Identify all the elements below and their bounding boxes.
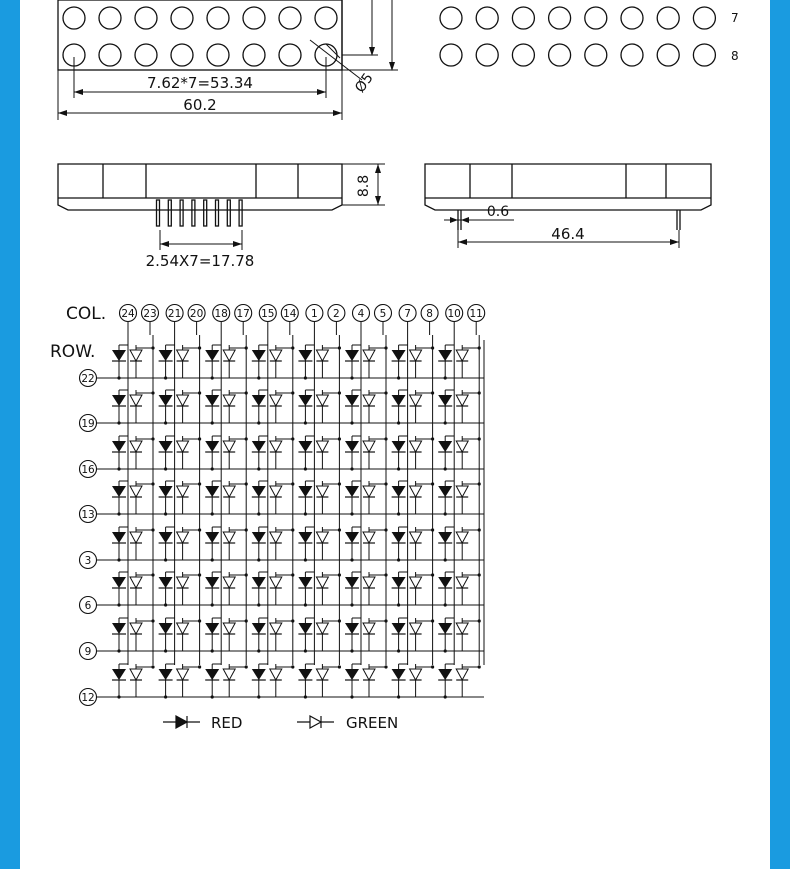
back-dot	[585, 7, 607, 29]
red-led-icon	[345, 395, 359, 406]
legend	[163, 716, 334, 728]
red-led-icon	[438, 577, 452, 588]
pin-offset-dimension: 0.6	[486, 204, 510, 220]
green-led-icon	[410, 350, 422, 361]
green-led-icon	[130, 532, 142, 543]
pin-pitch-dimension: 2.54X7=17.78	[145, 252, 255, 270]
red-led-icon	[112, 395, 126, 406]
front-dot	[99, 7, 121, 29]
front-dot	[279, 44, 301, 66]
green-led-icon	[130, 441, 142, 452]
red-led-icon	[438, 669, 452, 680]
col-pin-number: 23	[143, 308, 157, 320]
green-led-icon	[316, 577, 328, 588]
red-led-icon	[159, 532, 173, 543]
red-led-icon	[298, 395, 312, 406]
green-led-icon	[456, 669, 468, 680]
col-pin-number: 18	[214, 308, 228, 320]
front-dot	[243, 7, 265, 29]
red-led-icon	[392, 486, 406, 497]
green-led-icon	[363, 395, 375, 406]
green-led-icon	[316, 532, 328, 543]
green-led-icon	[363, 669, 375, 680]
col-pin-number: 21	[167, 308, 182, 320]
red-led-icon	[159, 395, 173, 406]
green-led-icon	[456, 577, 468, 588]
green-led-icon	[223, 350, 235, 361]
back-dot	[512, 44, 534, 66]
green-led-icon	[130, 623, 142, 634]
green-led-icon	[410, 486, 422, 497]
back-dot	[440, 44, 462, 66]
red-led-icon	[438, 623, 452, 634]
green-led-icon	[456, 350, 468, 361]
red-led-icon	[205, 669, 219, 680]
pin	[227, 200, 230, 226]
green-led-icon	[177, 577, 189, 588]
green-led-icon	[270, 441, 282, 452]
col-label: COL.	[66, 304, 107, 324]
red-led-icon	[159, 486, 173, 497]
front-dot	[207, 44, 229, 66]
green-led-icon	[270, 577, 282, 588]
green-led-icon	[456, 532, 468, 543]
red-led-icon	[345, 350, 359, 361]
col-pin-number: 5	[379, 308, 387, 320]
back-view	[440, 7, 715, 66]
red-led-icon	[112, 486, 126, 497]
row-pin-number: 12	[81, 692, 95, 704]
green-led-icon	[363, 441, 375, 452]
red-led-icon	[438, 486, 452, 497]
side-view	[58, 164, 385, 250]
front-view	[58, 0, 398, 120]
red-led-icon	[112, 669, 126, 680]
green-led-icon	[316, 486, 328, 497]
green-led-icon	[270, 486, 282, 497]
led-schematic	[80, 305, 485, 706]
legend-green-label: GREEN	[346, 714, 399, 732]
back-dot	[657, 7, 679, 29]
row-pin-number: 13	[81, 509, 95, 521]
col-pin-number: 17	[236, 308, 250, 320]
red-led-icon	[159, 577, 173, 588]
green-led-icon	[410, 577, 422, 588]
col-pin-number: 8	[426, 308, 433, 320]
green-led-icon	[223, 669, 235, 680]
back-dot	[621, 44, 643, 66]
green-led-icon	[410, 395, 422, 406]
row-pin-number: 16	[81, 464, 95, 476]
row-pin-number: 19	[81, 418, 95, 430]
green-led-icon	[456, 623, 468, 634]
green-led-icon	[177, 532, 189, 543]
green-led-icon	[177, 395, 189, 406]
red-led-icon	[205, 350, 219, 361]
red-led-icon	[392, 395, 406, 406]
back-dot	[657, 44, 679, 66]
front-dot	[99, 44, 121, 66]
side-view-body	[58, 164, 342, 210]
dot-diameter-dimension: Ø5	[352, 70, 377, 96]
pin	[216, 200, 219, 226]
col-pin-number: 15	[261, 308, 275, 320]
red-led-icon	[298, 486, 312, 497]
green-led-icon	[270, 623, 282, 634]
col-pin-number: 4	[357, 308, 365, 320]
front-dot	[315, 7, 337, 29]
red-led-icon	[205, 395, 219, 406]
green-led-icon	[456, 395, 468, 406]
pin	[157, 200, 160, 226]
front-dot	[279, 7, 301, 29]
back-dot	[549, 7, 571, 29]
red-led-icon	[252, 577, 266, 588]
red-led-icon	[205, 577, 219, 588]
green-led-icon	[410, 532, 422, 543]
red-led-icon	[438, 532, 452, 543]
red-led-icon	[252, 486, 266, 497]
red-led-icon	[205, 486, 219, 497]
red-led-icon	[205, 532, 219, 543]
width-dimension: 60.2	[183, 96, 217, 114]
red-led-icon	[112, 532, 126, 543]
pin	[192, 200, 195, 226]
pin	[204, 200, 207, 226]
back-dot	[476, 7, 498, 29]
green-led-icon	[270, 669, 282, 680]
legend-red-label: RED	[211, 714, 243, 732]
front-dot	[243, 44, 265, 66]
red-led-icon	[205, 441, 219, 452]
green-led-icon	[223, 532, 235, 543]
end-view-body	[425, 164, 711, 210]
green-led-icon	[223, 395, 235, 406]
front-dot	[171, 44, 193, 66]
pitch-dimension: 7.62*7=53.34	[147, 74, 253, 92]
back-dot	[693, 7, 715, 29]
green-led-icon	[410, 623, 422, 634]
green-led-icon	[316, 395, 328, 406]
pin	[239, 200, 242, 226]
row-pin-number: 22	[81, 373, 95, 385]
legend-red-diode-icon	[176, 716, 187, 728]
red-led-icon	[252, 669, 266, 680]
red-led-icon	[252, 623, 266, 634]
green-led-icon	[177, 350, 189, 361]
col-pin-number: 11	[469, 308, 483, 320]
row-pin-number: 3	[84, 555, 92, 567]
red-led-icon	[252, 532, 266, 543]
red-led-icon	[345, 532, 359, 543]
pin	[180, 200, 183, 226]
red-led-icon	[252, 350, 266, 361]
green-led-icon	[177, 623, 189, 634]
green-led-icon	[316, 623, 328, 634]
col-pin-number: 10	[447, 308, 461, 320]
red-led-icon	[112, 623, 126, 634]
red-led-icon	[438, 350, 452, 361]
green-led-icon	[130, 350, 142, 361]
col-pin-number: 14	[283, 308, 297, 320]
col-pin-number: 1	[311, 308, 318, 320]
red-led-icon	[392, 577, 406, 588]
red-led-icon	[112, 350, 126, 361]
front-dot	[171, 7, 193, 29]
green-led-icon	[130, 669, 142, 680]
red-led-icon	[112, 577, 126, 588]
green-led-icon	[410, 441, 422, 452]
red-led-icon	[159, 350, 173, 361]
legend-green-diode-icon	[310, 716, 321, 728]
col-pin-number: 7	[404, 308, 411, 320]
back-dot	[440, 7, 462, 29]
pin	[168, 200, 171, 226]
red-led-icon	[159, 669, 173, 680]
green-led-icon	[456, 441, 468, 452]
green-led-icon	[223, 623, 235, 634]
col-pin-number: 2	[333, 308, 340, 320]
front-dot	[135, 44, 157, 66]
red-led-icon	[159, 441, 173, 452]
red-led-icon	[298, 350, 312, 361]
green-led-icon	[270, 395, 282, 406]
col-pin-number: 24	[121, 308, 135, 320]
red-led-icon	[345, 441, 359, 452]
front-dot	[135, 7, 157, 29]
green-led-icon	[130, 577, 142, 588]
height-dimension: 8.8	[356, 174, 372, 198]
green-led-icon	[316, 669, 328, 680]
row-label: ROW.	[50, 342, 96, 362]
row-pin-number: 6	[84, 600, 92, 612]
green-led-icon	[316, 350, 328, 361]
front-dot-grid	[63, 7, 337, 66]
green-led-icon	[363, 486, 375, 497]
front-dot	[207, 7, 229, 29]
green-led-icon	[177, 486, 189, 497]
green-led-icon	[270, 350, 282, 361]
red-led-icon	[392, 532, 406, 543]
green-led-icon	[270, 532, 282, 543]
green-led-icon	[363, 577, 375, 588]
red-led-icon	[438, 441, 452, 452]
green-led-icon	[177, 669, 189, 680]
green-led-icon	[223, 486, 235, 497]
red-led-icon	[392, 441, 406, 452]
col-pin-number: 20	[189, 308, 204, 320]
green-led-icon	[363, 623, 375, 634]
green-led-icon	[177, 441, 189, 452]
red-led-icon	[392, 623, 406, 634]
red-led-icon	[159, 623, 173, 634]
green-led-icon	[363, 532, 375, 543]
red-led-icon	[252, 395, 266, 406]
green-led-icon	[316, 441, 328, 452]
green-led-icon	[223, 577, 235, 588]
red-led-icon	[252, 441, 266, 452]
green-led-icon	[223, 441, 235, 452]
red-led-icon	[345, 577, 359, 588]
back-dot	[512, 7, 534, 29]
red-led-icon	[298, 623, 312, 634]
red-led-icon	[345, 486, 359, 497]
row-number-7: 7	[731, 11, 739, 25]
front-dot	[63, 7, 85, 29]
red-led-icon	[392, 350, 406, 361]
red-led-icon	[298, 577, 312, 588]
red-led-icon	[298, 669, 312, 680]
back-dot	[476, 44, 498, 66]
green-led-icon	[130, 486, 142, 497]
back-dot	[693, 44, 715, 66]
green-led-icon	[130, 395, 142, 406]
green-led-icon	[363, 350, 375, 361]
red-led-icon	[112, 441, 126, 452]
red-led-icon	[298, 441, 312, 452]
red-led-icon	[345, 623, 359, 634]
row-number-8: 8	[731, 49, 739, 63]
back-dot	[549, 44, 571, 66]
back-dot	[621, 7, 643, 29]
red-led-icon	[392, 669, 406, 680]
back-dot	[585, 44, 607, 66]
side-pins	[157, 200, 243, 226]
red-led-icon	[345, 669, 359, 680]
red-led-icon	[205, 623, 219, 634]
green-led-icon	[456, 486, 468, 497]
pin-span-dimension: 46.4	[551, 225, 585, 243]
red-led-icon	[438, 395, 452, 406]
green-led-icon	[410, 669, 422, 680]
back-dot-grid	[440, 7, 715, 66]
red-led-icon	[298, 532, 312, 543]
row-pin-number: 9	[84, 646, 92, 658]
